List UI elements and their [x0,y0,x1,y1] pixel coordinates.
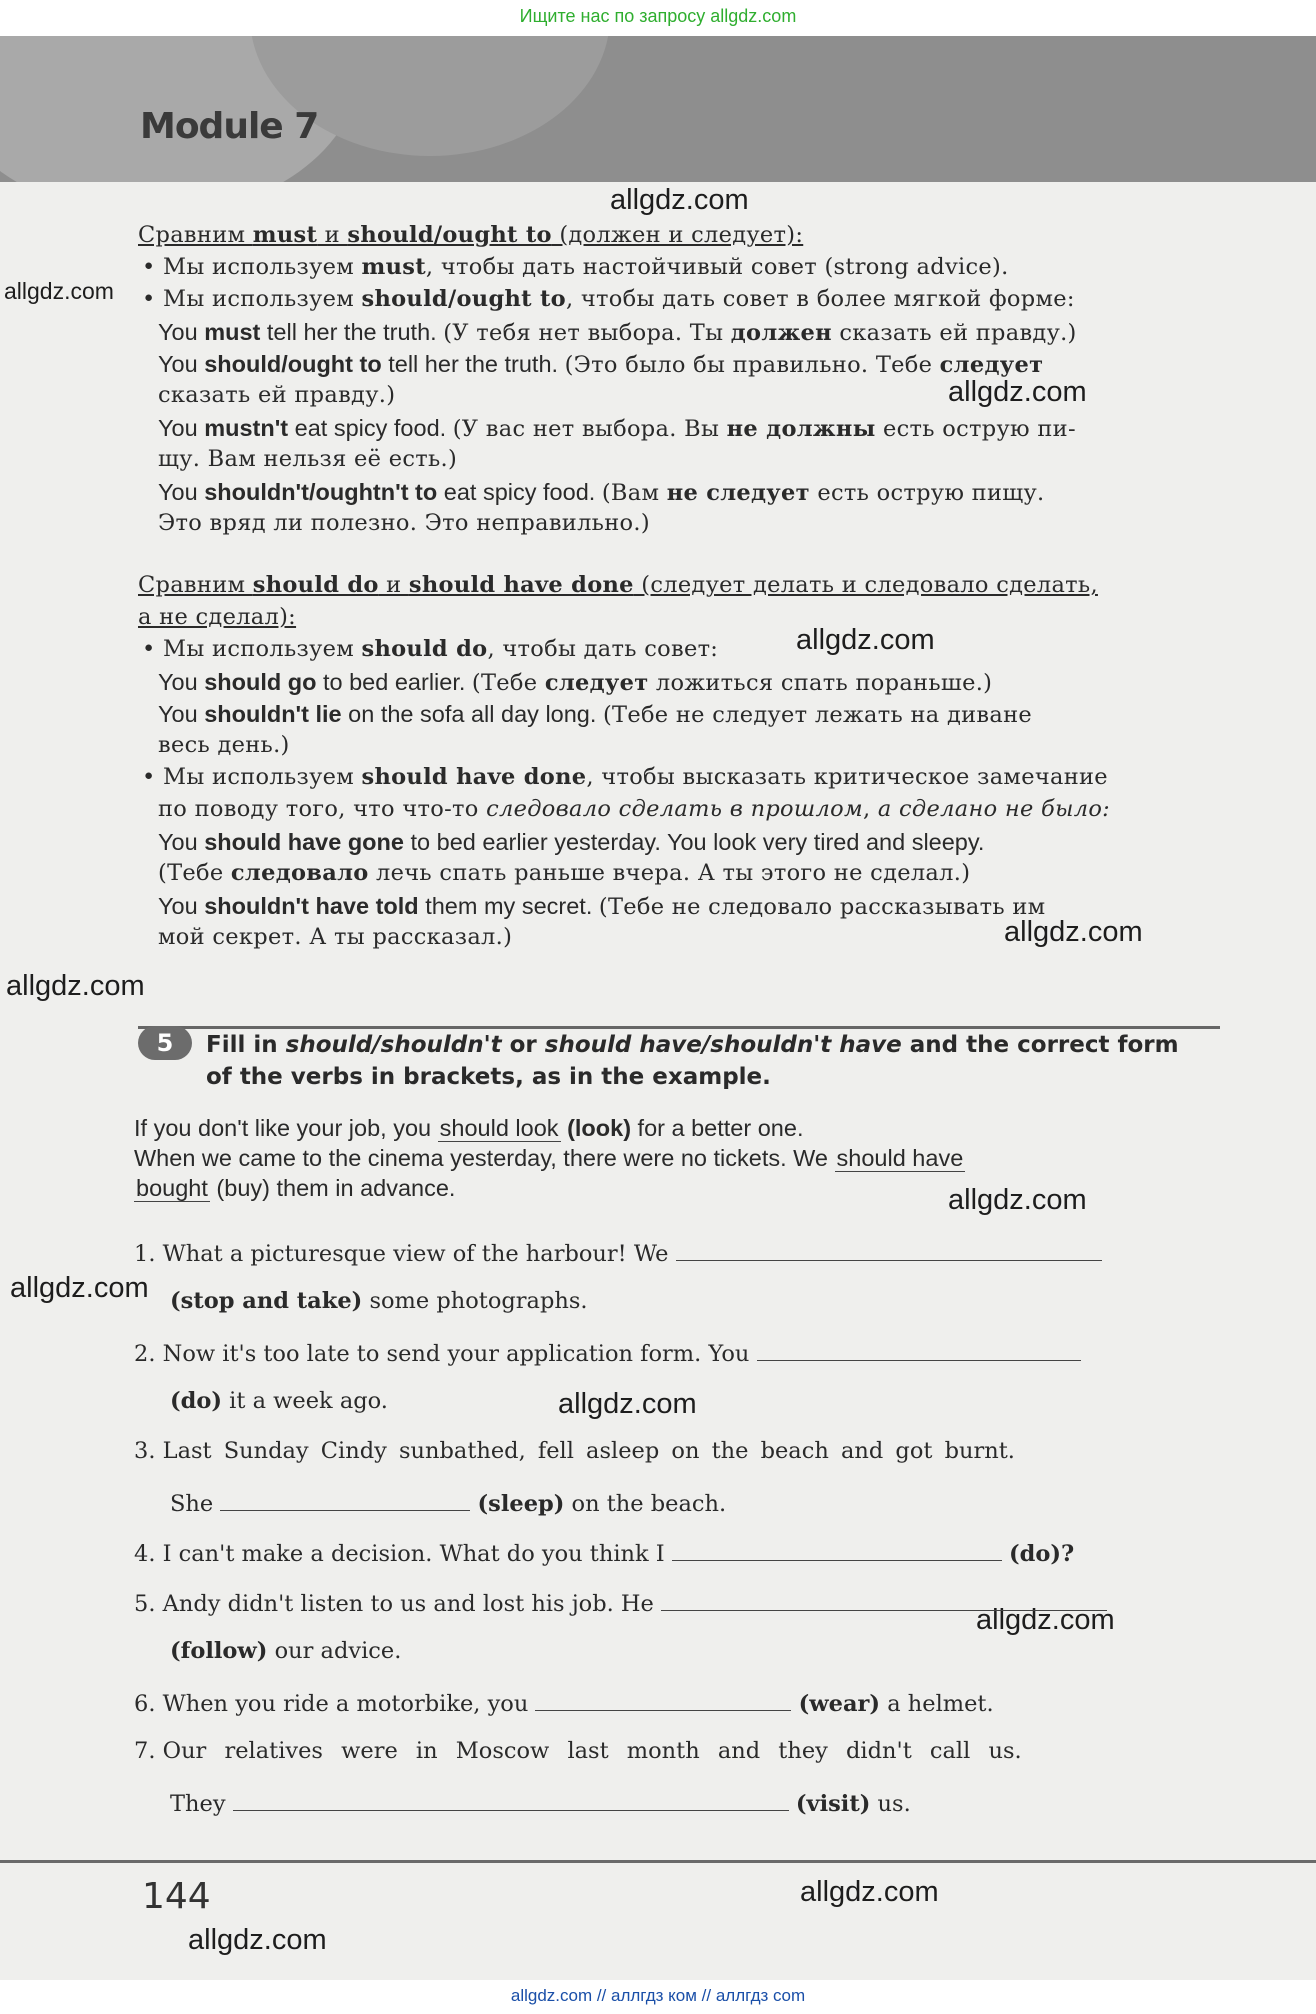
answer-blank[interactable] [535,1688,791,1711]
example-line: bought (buy) them in advance. [136,1175,456,1201]
answer-blank[interactable] [661,1588,1107,1611]
exercise-item: (stop and take) some photographs. [170,1288,588,1314]
exercise-item: 7. Our relatives were in Moscow last month and they didn't call us. [134,1738,1022,1764]
answer-blank[interactable] [233,1788,789,1811]
exercise-item: 6. When you ride a motorbike, you (wear) a helmet. [134,1688,994,1718]
exercise-divider [138,1026,1220,1029]
example-sentence: You shouldn't lie on the sofa all day long. (Тебе не следует лежать на диване [158,701,1033,728]
watermark: allgdz.com [558,1388,697,1420]
example-answer: bought [136,1175,208,1201]
example-sentence: You must tell her the truth. (У тебя нет выбора. Ты должен сказать ей правду.) [158,319,1077,346]
top-banner-text[interactable]: Ищите нас по запросу allgdz.com [519,6,797,26]
example-sentence: You should go to bed earlier. (Тебе следует ложиться спать пораньше.) [158,669,993,696]
rule-bullet: по поводу того, что что-то следовало сделать в прошлом, а сделано не было: [158,796,1111,822]
grammar-heading-must: Сравним must и should/ought to (должен и следует): [138,222,804,248]
example-sentence: You shouldn't have told them my secret. (Тебе не следовало рассказывать им [158,893,1046,920]
example-answer: should have [836,1145,964,1171]
example-sentence: You shouldn't/oughtn't to eat spicy food. (Вам не следует есть острую пищу. [158,479,1045,506]
exercise-item: 1. What a picturesque view of the harbour! We [134,1238,1102,1268]
example-sentence: Это вряд ли полезно. Это неправильно.) [158,510,650,536]
exercise-item: 4. I can't make a decision. What do you think I (do)? [134,1538,1074,1568]
answer-blank[interactable] [220,1488,470,1511]
grammar-heading-should-have: Сравним should do и should have done (следует делать и следовало сделать, [138,572,1098,598]
page-number: 144 [142,1876,211,1917]
watermark: allgdz.com [796,624,935,656]
exercise-item: 2. Now it's too late to send your application form. You [134,1338,1081,1368]
watermark: allgdz.com [188,1924,327,1956]
example-sentence: мой секрет. А ты рассказал.) [158,924,513,950]
exercise-item: 5. Andy didn't listen to us and lost his job. He [134,1588,1107,1618]
example-sentence: You should/ought to tell her the truth. (Это было бы правильно. Тебе следует [158,351,1044,378]
watermark: allgdz.com [610,184,749,216]
answer-blank[interactable] [672,1538,1002,1561]
exercise-item: They (visit) us. [170,1788,911,1818]
rule-bullet: • Мы используем must, чтобы дать настойчивый совет (strong advice). [142,254,1009,280]
watermark: allgdz.com [6,970,145,1002]
watermark: allgdz.com [4,278,114,304]
watermark: allgdz.com [948,376,1087,408]
example-sentence: (Тебе следовало лечь спать раньше вчера. А ты этого не сделал.) [158,860,971,886]
watermark: allgdz.com [1004,916,1143,948]
answer-blank[interactable] [757,1338,1081,1361]
bottom-banner-text[interactable]: allgdz.com // аллгдз ком // аллгдз com [510,1986,806,2005]
rule-bullet: • Мы используем should/ought to, чтобы дать совет в более мягкой форме: [142,286,1075,312]
example-sentence: You mustn't eat spicy food. (У вас нет выбора. Вы не должны есть острую пи- [158,415,1076,442]
rule-bullet: • Мы используем should do, чтобы дать совет: [142,636,719,662]
rule-bullet: • Мы используем should have done, чтобы высказать критическое замечание [142,764,1108,790]
footer-divider [0,1860,1316,1863]
grammar-heading-should-have: а не сделал): [138,604,297,630]
example-sentence: весь день.) [158,732,290,758]
example-line: If you don't like your job, you should look (look) for a better one. [134,1115,804,1141]
watermark: allgdz.com [10,1272,149,1304]
module-title: Module 7 [140,106,319,147]
example-sentence: щу. Вам нельзя её есть.) [158,446,458,472]
exercise-item: (do) it a week ago. [170,1388,388,1414]
watermark: allgdz.com [800,1876,939,1908]
example-line: When we came to the cinema yesterday, there were no tickets. We should have [134,1145,964,1171]
example-sentence: сказать ей правду.) [158,382,396,408]
watermark: allgdz.com [976,1604,1115,1636]
example-answer: should look [439,1115,559,1141]
exercise-number-badge: 5 [138,1026,192,1060]
watermark: allgdz.com [948,1184,1087,1216]
exercise-title: of the verbs in brackets, as in the example. [206,1064,771,1090]
exercise-item: She (sleep) on the beach. [170,1488,726,1518]
exercise-title: Fill in should/shouldn't or should have/shouldn't have and the correct form [206,1032,1179,1058]
exercise-item: (follow) our advice. [170,1638,402,1664]
answer-blank[interactable] [676,1238,1102,1261]
exercise-item: 3. Last Sunday Cindy sunbathed, fell asleep on the beach and got burnt. [134,1438,1015,1464]
example-sentence: You should have gone to bed earlier yesterday. You look very tired and sleepy. [158,829,985,855]
